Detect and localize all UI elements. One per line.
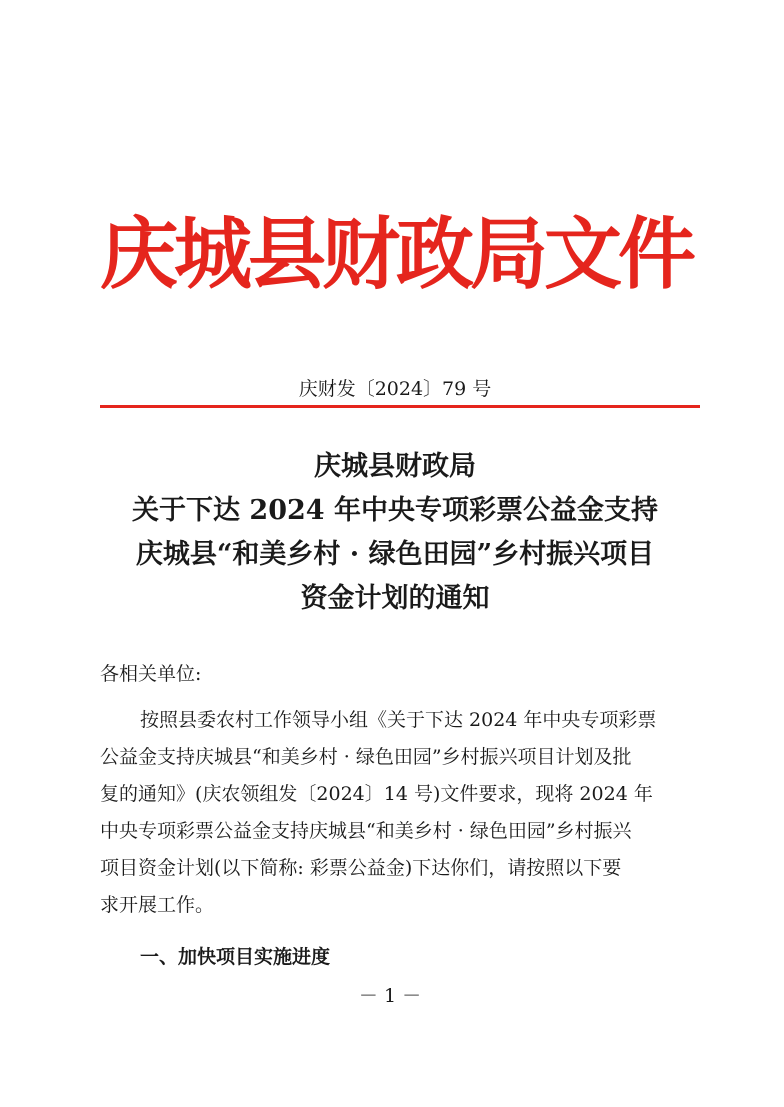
notice-title-line: 庆城县财政局 bbox=[314, 451, 476, 482]
notice-title-line: 庆城县“和美乡村 · 绿色田园”乡村振兴项目 bbox=[135, 539, 655, 570]
document-number: 庆财发〔2024〕79 号 bbox=[298, 378, 492, 400]
red-separator-line bbox=[100, 405, 700, 408]
body-paragraph bbox=[100, 702, 700, 924]
notice-title-line: 资金计划的通知 bbox=[300, 583, 490, 614]
paragraph-line: 中央专项彩票公益金支持庆城县“和美乡村 · 绿色田园”乡村振兴 bbox=[100, 820, 632, 842]
page-number: － 1 － bbox=[358, 985, 422, 1007]
paragraph-line: 复的通知》(庆农领组发〔2024〕14 号)文件要求，现将 2024 年 bbox=[100, 783, 653, 805]
paragraph-line: 项目资金计划(以下简称: 彩票公益金)下达你们，请按照以下要 bbox=[100, 857, 622, 879]
red-header-title: 庆城县财政局文件 bbox=[100, 209, 693, 300]
paragraph-line: 求开展工作。 bbox=[100, 894, 215, 916]
section-heading: 一、加快项目实施进度 bbox=[140, 946, 331, 968]
notice-title-line: 关于下达 2024 年中央专项彩票公益金支持 bbox=[132, 495, 658, 526]
notice-title bbox=[80, 445, 710, 621]
paragraph-line: 公益金支持庆城县“和美乡村 · 绿色田园”乡村振兴项目计划及批 bbox=[100, 746, 632, 768]
salutation: 各相关单位: bbox=[100, 663, 202, 685]
paragraph-line: 按照县委农村工作领导小组《关于下达 2024 年中央专项彩票 bbox=[140, 709, 657, 731]
